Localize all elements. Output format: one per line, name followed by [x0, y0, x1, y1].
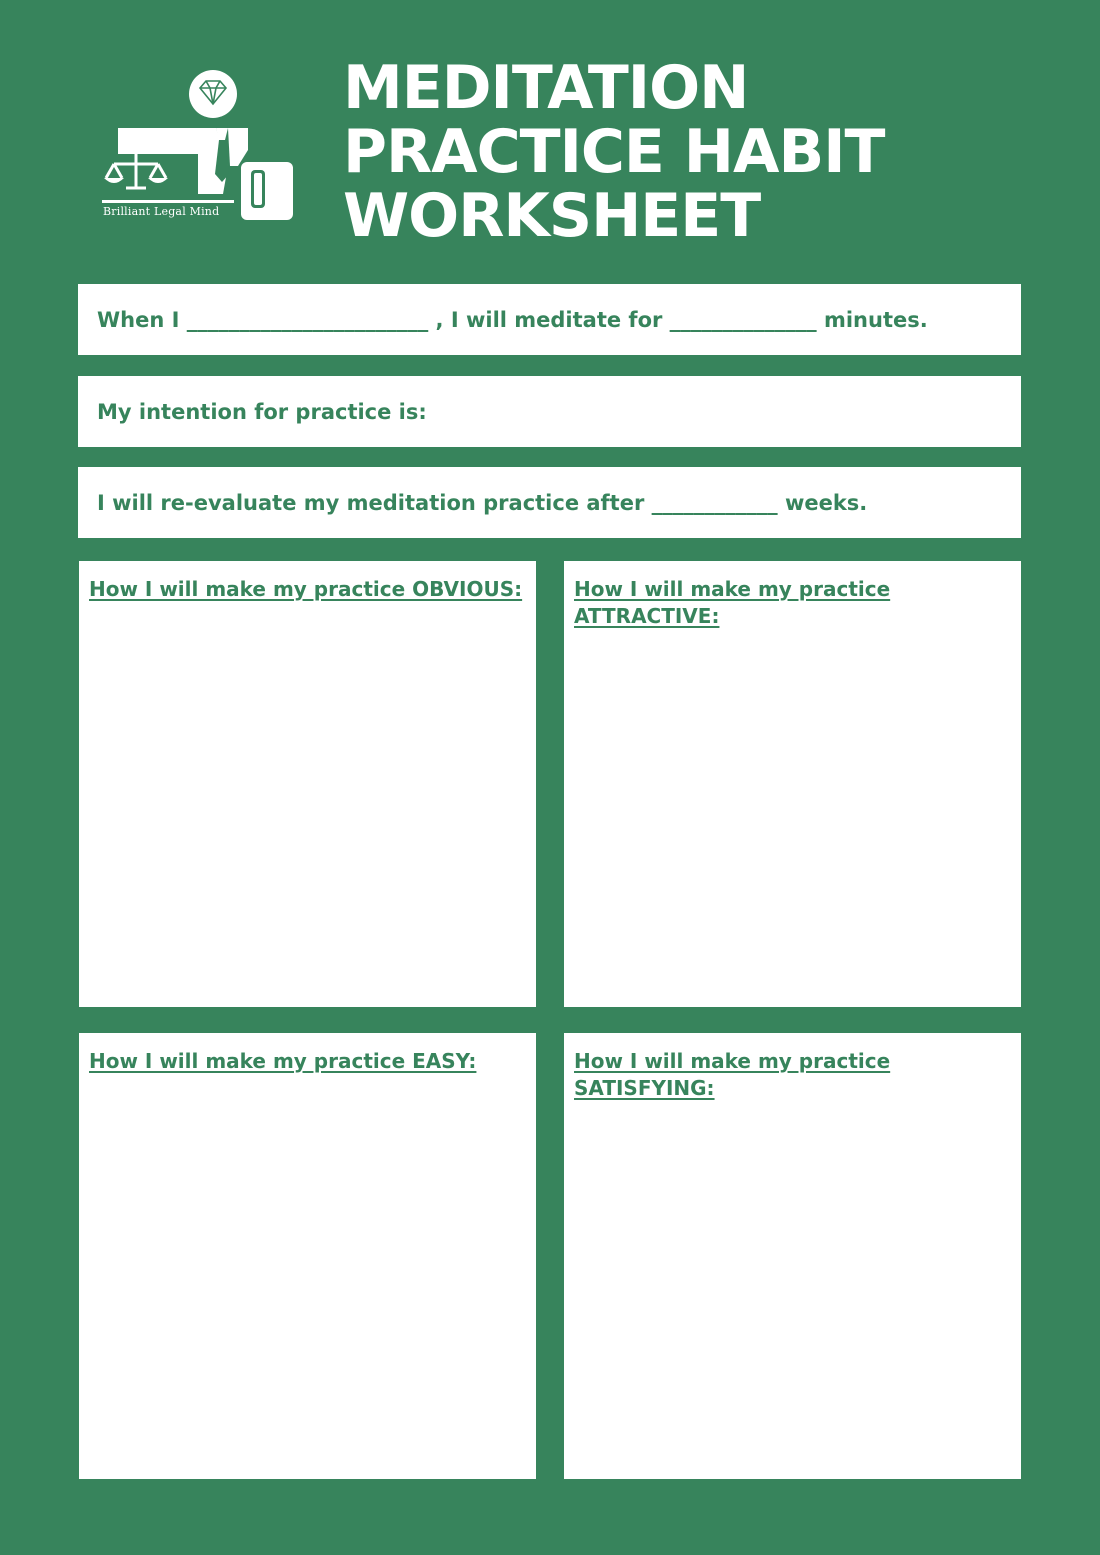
obvious-heading: [89, 576, 526, 603]
scale-pan-right: [148, 178, 168, 183]
title-line: WORKSHEET: [343, 181, 761, 251]
worksheet-title: [343, 53, 983, 251]
logo-text: Brilliant Legal Mind: [103, 205, 220, 218]
heading-line: How I will make my practice OBVIOUS:: [89, 577, 523, 601]
heading-line: How I will make my practice: [574, 577, 891, 601]
heading-line: How I will make my practice EASY:: [89, 1049, 477, 1073]
intention-prompt-text: My intention for practice is:: [97, 399, 427, 424]
when-prompt-field[interactable]: [78, 284, 1021, 355]
brilliant-legal-mind-logo: [98, 70, 298, 226]
logo-underline: [102, 200, 234, 203]
when-prompt-text: When I _______________________ , I will meditate for ______________ minutes.: [97, 307, 928, 332]
reevaluate-prompt-field[interactable]: [78, 467, 1021, 538]
title-line: PRACTICE HABIT: [343, 117, 885, 187]
diamond-icon: [189, 70, 237, 118]
satisfying-heading: [574, 1048, 1011, 1102]
satisfying-answer-box[interactable]: [564, 1033, 1021, 1479]
scale-pan-left: [104, 178, 124, 183]
attractive-heading: [574, 576, 1011, 630]
obvious-answer-box[interactable]: [79, 561, 536, 1007]
title-line: MEDITATION: [343, 53, 749, 123]
briefcase-icon: [241, 162, 293, 220]
reevaluate-prompt-text: I will re-evaluate my meditation practice after ____________ weeks.: [97, 490, 868, 515]
intention-prompt-field[interactable]: [78, 376, 1021, 447]
easy-heading: [89, 1048, 526, 1075]
easy-answer-box[interactable]: [79, 1033, 536, 1479]
heading-line: ATTRACTIVE:: [574, 604, 720, 628]
attractive-answer-box[interactable]: [564, 561, 1021, 1007]
heading-line: How I will make my practice: [574, 1049, 891, 1073]
heading-line: SATISFYING:: [574, 1076, 715, 1100]
